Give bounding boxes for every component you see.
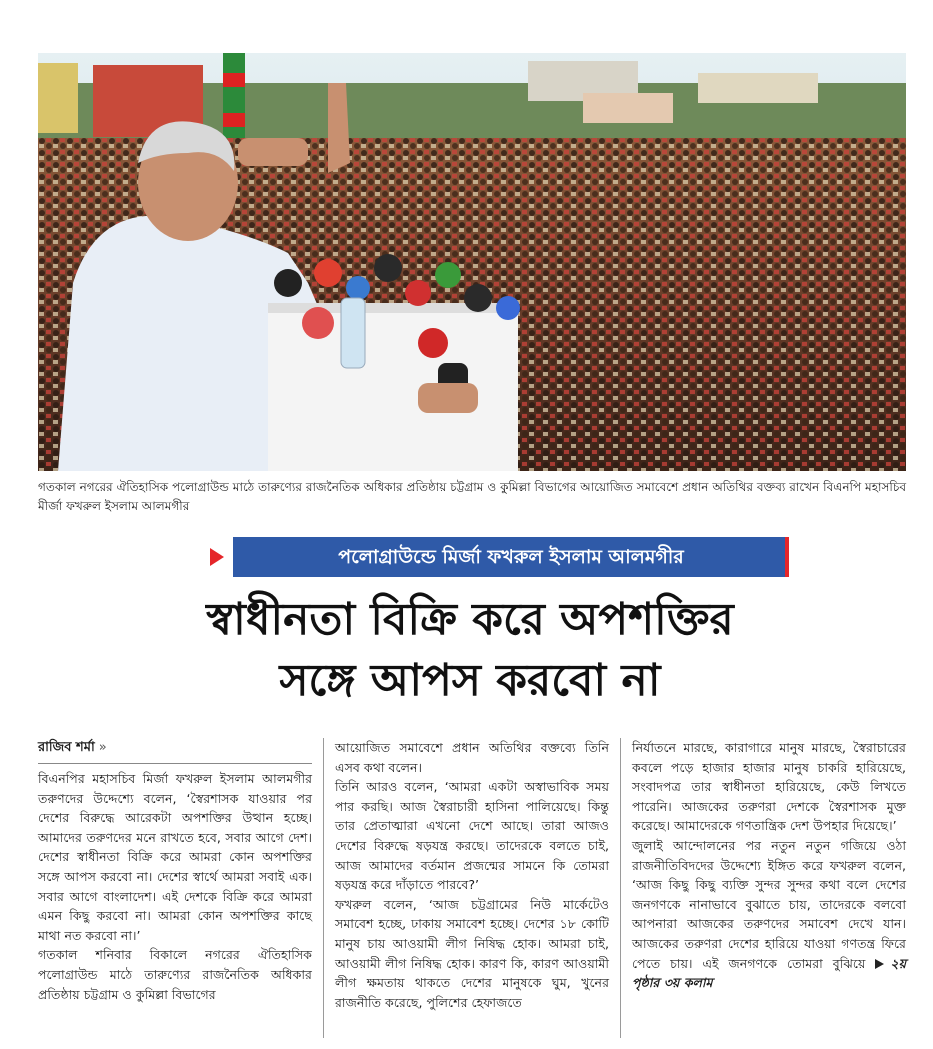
- paragraph: আয়োজিত সমাবেশে প্রধান অতিথির বক্তব্যে তিনি এসব কথা বলেন।: [335, 740, 609, 775]
- rally-photo-illustration: [38, 53, 906, 471]
- kicker-arrow-icon: [210, 548, 224, 566]
- article-column-2: [335, 738, 609, 1012]
- headline-line-1: স্বাধীনতা বিক্রি করে অপশক্তির: [206, 594, 734, 645]
- paragraph: গতকাল শনিবার বিকালে নগরের ঐতিহাসিক পলোগ্রাউন্ড মাঠে তারুণ্যের রাজনৈতিক অধিকার প্রতিষ্ঠায় চট্টগ্রাম ও কুমিল্লা বিভাগের: [38, 947, 312, 1002]
- paragraph: [632, 836, 906, 993]
- photo-caption: গতকাল নগরের ঐতিহাসিক পলোগ্রাউন্ড মাঠে তারুণ্যের রাজনৈতিক অধিকার প্রতিষ্ঠায় চট্টগ্রাম ও কুমিল্লা বিভাগের আয়োজিত সমাবেশে প্রধান অতিথির বক্তব্য রাখেন বিএনপি মহাসচিব মীর্জা ফখরুল ইসলাম আলমগীর: [38, 480, 906, 513]
- article-column-3: [632, 738, 906, 993]
- article-column-1: [38, 738, 312, 1004]
- byline-name: রাজিব শর্মা: [38, 740, 95, 755]
- lead-photo: [38, 53, 906, 471]
- byline-chevron-icon: »: [98, 740, 107, 755]
- paragraph: নির্যাতনে মারছে, কারাগারে মানুষ মারছে, স্বৈরাচারের কবলে পড়ে হাজার হাজার মানুষ চাকরি হারিয়েছে, সংবাদপত্র তার স্বাধীনতা হারিয়েছে, কেউ লিখতে পারেনি। আজকের তরুণরা দেশকে স্বৈরশাসক মুক্ত করেছে। আমাদেরকে গণতান্ত্রিক দেশ উপহার দিয়েছে।’: [632, 740, 906, 834]
- paragraph: তিনি আরও বলেন, ‘আমরা একটা অস্বাভাবিক সময় পার করছি। আজ স্বৈরাচারী হাসিনা পালিয়েছে। কিন্তু তার প্রেতাত্মারা এখনো দেশে আছে। তারা আজও দেশের বিরুদ্ধে ষড়যন্ত্র করছে। তাদেরকে বলতে চাই, আজ আমাদের বর্তমান প্রজন্মের সামনে কি তোমরা ষড়যন্ত্র করে দাঁড়াতে পারবে?’: [335, 779, 609, 893]
- headline-line-2: সঙ্গে আপস করবো না: [279, 655, 661, 706]
- continuation-label: ২য় পৃষ্ঠার ৩য় কলাম: [632, 955, 906, 991]
- byline: [38, 738, 312, 764]
- paragraph: বিএনপির মহাসচিব মির্জা ফখরুল ইসলাম আলমগীর তরুণদের উদ্দেশ্যে বলেন, ‘স্বৈরশাসক যাওয়ার পর দেশের বিরুদ্ধে আরেকটা অপশক্তির উত্থান হচ্ছে। আমাদের তরুণদের মনে রাখতে হবে, সবার আগে দেশ। দেশের স্বাধীনতা বিক্রি করে আমরা কোন অপশক্তির সঙ্গে আপস করবো না। দেশের স্বার্থে আমরা সবাই এক। সবার আগে বাংলাদেশ। এই দেশকে বিক্রি করে আমরা এমন কিছু করবো না। আমরা কোন অপশক্তির কাছে মাথা নত করবো না।’: [38, 771, 312, 943]
- column-rule: [323, 738, 324, 1038]
- paragraph-text: জুলাই আন্দোলনের পর নতুন নতুন গজিয়ে ওঠা রাজনীতিবিদদের উদ্দেশ্যে ইঙ্গিত করে ফখরুল বলেন, ‘আজ কিছু কিছু ব্যক্তি সুন্দর সুন্দর কথা বলে দেশের জনগণকে নানাভাবে বুঝাতে চায়, তাদেরকে বলবো আপনারা আজকের তরুণদের সমাবেশ দেখে যান। আজকের তরুণরা দেশের হারিয়ে যাওয়া গণতন্ত্র ফিরে পেতে চায়। এই জনগণকে তোমরা বুঝিয়ে: [632, 837, 906, 971]
- play-arrow-icon: [875, 959, 884, 969]
- paragraph: ফখরুল বলেন, ‘আজ চট্টগ্রামের নিউ মার্কেটেও সমাবেশ হচ্ছে, ঢাকায় সমাবেশ হচ্ছে। দেশের ১৮ কোটি মানুষ চায় আওয়ামী লীগ নিষিদ্ধ হোক। আমরা চাই, আওয়ামী লীগ নিষিদ্ধ হোক। কারণ কি, কারণ আওয়ামী লীগ ক্ষমতায় থাকতে দেশের মানুষকে ঘুম, খুনের রাজনীতি করেছে, পুলিশের হেফাজতে: [335, 896, 609, 1010]
- column-rule: [620, 738, 621, 1038]
- headline: [40, 590, 900, 712]
- kicker-banner: পলোগ্রাউন্ডে মির্জা ফখরুল ইসলাম আলমগীর: [233, 537, 789, 577]
